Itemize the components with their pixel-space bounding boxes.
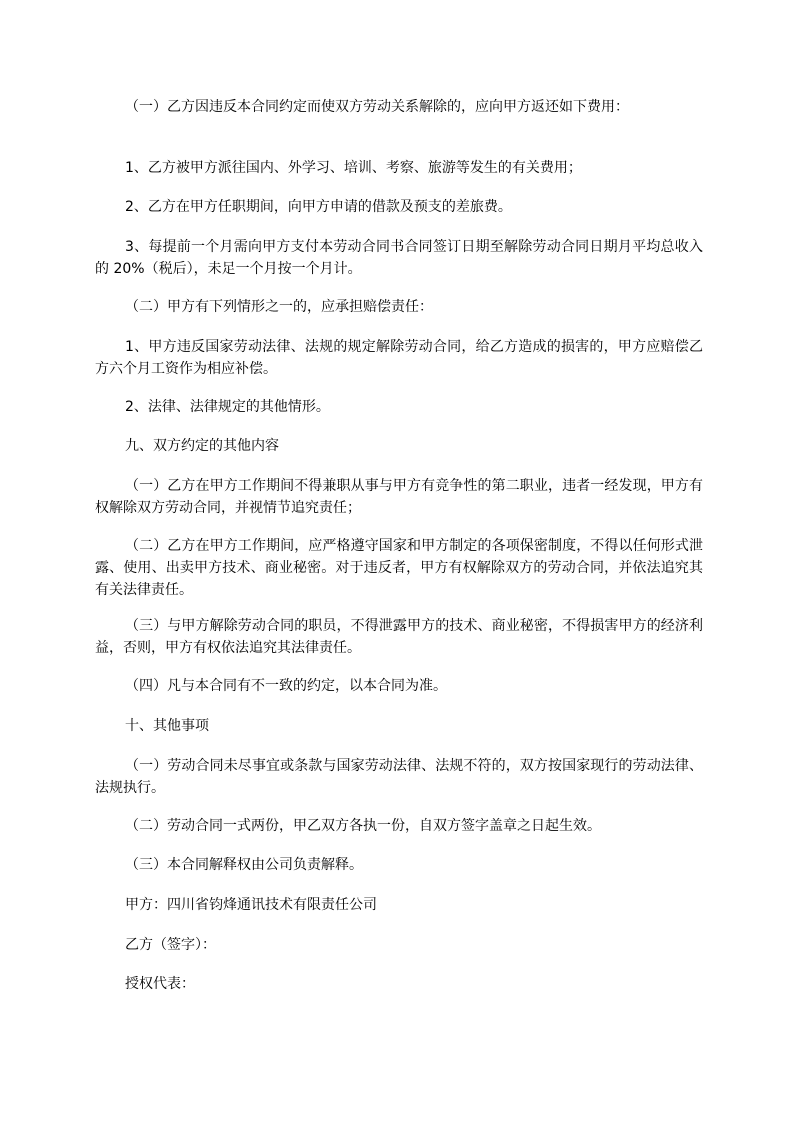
item-training-costs: 1、乙方被甲方派往国内、外学习、培训、考察、旅游等发生的有关费用； xyxy=(125,160,582,176)
item-notice-compensation: 3、每提前一个月需向甲方支付本劳动合同书合同签订日期至解除劳动合同日期月平均总收入的 20%（税后），未足一个月按一个月计。 xyxy=(95,239,703,277)
clause-refund-on-termination: （一）乙方因违反本合同约定而使双方劳动关系解除的，应向甲方返还如下费用： xyxy=(125,99,629,115)
party-b-signature-line: 乙方（签字）： xyxy=(125,937,216,953)
clause-confidentiality: （二）乙方在甲方工作期间，应严格遵守国家和甲方制定的各项保密制度，不得以任何形式泄露、使用、出卖甲方技术、商业秘密。对于违反者，甲方有权解除双方的劳动合同，并依法追究其有关法律责任。 xyxy=(95,538,703,598)
clause-contract-precedence: （四）凡与本合同有不一致的约定，以本合同为准。 xyxy=(125,678,447,694)
clause-employer-liability: （二）甲方有下列情形之一的，应承担赔偿责任： xyxy=(125,299,433,315)
party-a-signature-line: 甲方：四川省钧烽通讯技术有限责任公司 xyxy=(125,897,377,913)
section-heading-other-matters: 十、其他事项 xyxy=(125,718,209,734)
clause-post-termination-secrecy: （三）与甲方解除劳动合同的职员，不得泄露甲方的技术、商业秘密，不得损害甲方的经济利益，否则，甲方有权依法追究其法律责任。 xyxy=(95,618,703,656)
authorized-representative-line: 授权代表： xyxy=(125,976,195,992)
clause-copies-effective-date: （二）劳动合同一式两份，甲乙双方各执一份，自双方签字盖章之日起生效。 xyxy=(125,818,601,834)
section-heading-other-agreements: 九、双方约定的其他内容 xyxy=(125,438,279,454)
clause-no-competing-job: （一）乙方在甲方工作期间不得兼职从事与甲方有竞争性的第二职业，违者一经发现，甲方有权解除双方劳动合同，并视情节追究责任； xyxy=(95,478,703,516)
item-other-legal-circumstances: 2、法律、法律规定的其他情形。 xyxy=(125,399,330,415)
item-loans-travel-advance: 2、乙方在甲方任职期间，向甲方申请的借款及预支的差旅费。 xyxy=(125,199,512,215)
item-illegal-termination-compensation: 1、甲方违反国家劳动法律、法规的规定解除劳动合同，给乙方造成的损害的，甲方应赔偿乙方六个月工资作为相应补偿。 xyxy=(95,339,703,377)
clause-unresolved-matters: （一）劳动合同未尽事宜或条款与国家劳动法律、法规不符的，双方按国家现行的劳动法律、法规执行。 xyxy=(95,758,703,796)
clause-interpretation-right: （三）本合同解释权由公司负责解释。 xyxy=(125,857,363,873)
